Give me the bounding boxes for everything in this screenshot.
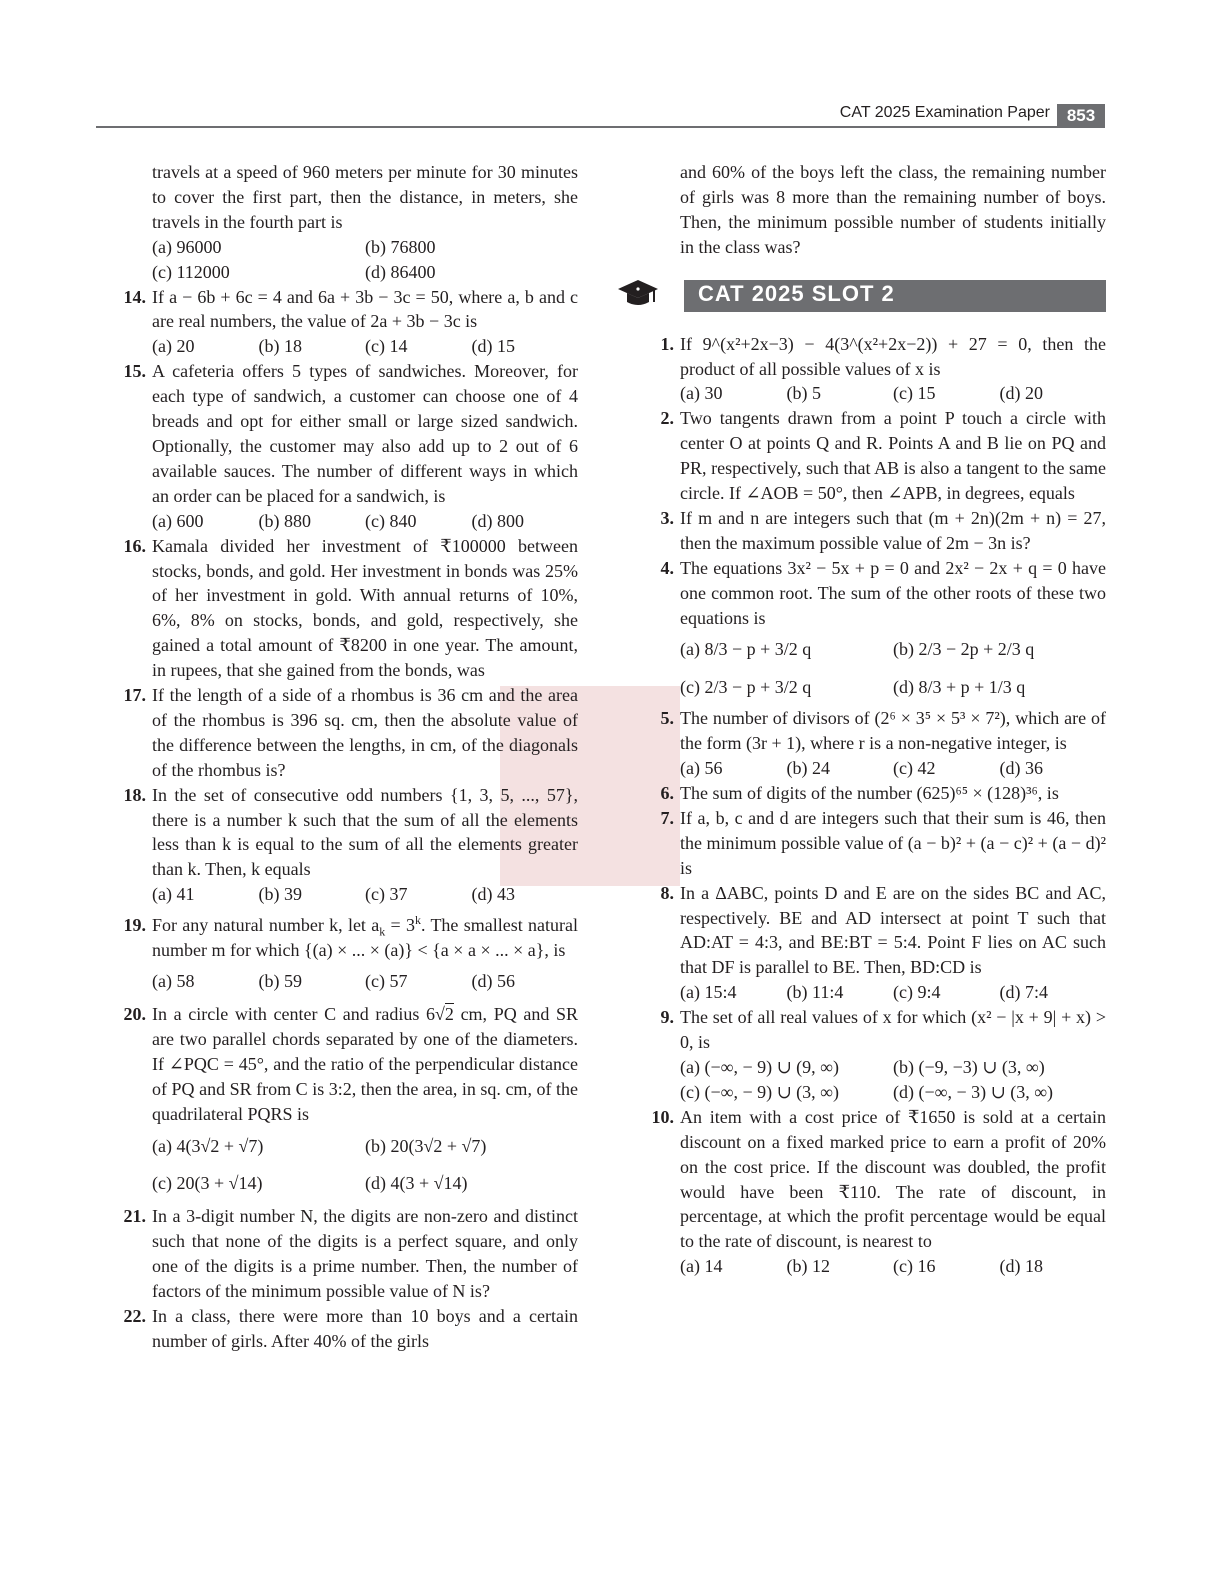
question-text: The set of all real values of x for which (x² − |x + 9| + x) > 0, is [680, 1007, 1106, 1053]
question-2 [640, 406, 1106, 506]
option: (c) 16 [893, 1256, 936, 1277]
question-5 [640, 706, 1106, 756]
question-text: A cafeteria offers 5 types of sandwiches. Moreover, for each type of sandwich, a customer can choose one of 4 breads and opt for either small or large sized sandwich. Optionally, the customer may also add up to 2 out of 6 available sauces. The number of different ways in which an order can be placed for a sandwich, is [152, 361, 578, 506]
page-number: 853 [1057, 104, 1105, 127]
option: (d) 43 [471, 884, 515, 905]
question-text: In a 3-digit number N, the digits are non-zero and distinct such that none of the digits is a perfect square, and only one of the digits is a prime number. Then, the number of factors of the minimum possible value of N is? [152, 1206, 578, 1301]
option: (a) (−∞, − 9) ∪ (9, ∞) [680, 1057, 840, 1077]
question-9 [640, 1005, 1106, 1055]
question-19 [112, 913, 578, 963]
option: (b) 11:4 [786, 982, 844, 1003]
question-text: If [152, 286, 170, 307]
option-list [112, 334, 578, 359]
option: (d) 7:4 [999, 982, 1048, 1003]
option: (b) (−9, −3) ∪ (3, ∞) [893, 1057, 1045, 1077]
option: (c) 112000 [152, 261, 230, 282]
option: (b) 12 [786, 1256, 830, 1277]
option: (a) 41 [152, 884, 195, 905]
option: (c) 57 [365, 971, 408, 991]
option: (c) 840 [365, 510, 417, 531]
option: (a) 600 [152, 510, 204, 531]
continued-question-text: travels at a speed of 960 meters per minute for 30 minutes to cover the first part, then the distance, in meters, she travels in the fourth part is [152, 162, 578, 232]
question-3 [640, 506, 1106, 556]
question-text: a − 6b + 6c = 4 and 6a + 3b − 3c = 50, where a, b and c are real numbers, the value of 2a + 3b − 3c is [152, 286, 578, 332]
option: (b) 880 [258, 510, 311, 531]
graduation-cap-icon [618, 276, 658, 310]
question-text: If a, b, c and d are integers such that their sum is 46, then the minimum possible value of (a − b)² + (a − c)² + (a − d)² is [680, 807, 1106, 878]
question-number: 17. [123, 685, 146, 706]
radicand: 2 [444, 1003, 454, 1024]
option: (d) 86400 [365, 261, 436, 282]
question-number: 16. [123, 535, 146, 556]
question-number: 18. [123, 784, 146, 805]
question-number: 5. [660, 708, 674, 729]
question-1 [640, 332, 1106, 382]
option: (d) 20 [999, 383, 1043, 404]
question-number: 9. [660, 1007, 674, 1028]
question-text: }, is [535, 940, 566, 961]
left-column [112, 160, 578, 1354]
question-10 [640, 1105, 1106, 1254]
option: (b) 24 [786, 758, 830, 779]
option-list [112, 969, 578, 994]
question-6 [640, 781, 1106, 806]
superscript: k [414, 913, 421, 928]
question-16 [112, 534, 578, 683]
section-banner [640, 274, 1106, 318]
question-number: 7. [660, 807, 674, 828]
option: (c) 37 [365, 884, 408, 905]
option-list [640, 381, 1106, 406]
question-number: 8. [660, 882, 674, 903]
option: (d) 800 [471, 510, 524, 531]
question-number: 22. [123, 1305, 146, 1326]
header-rule [96, 126, 1105, 128]
question-number: 19. [123, 915, 146, 936]
option: (a) 4(3√2 + √7) [152, 1136, 264, 1157]
question-number: 1. [660, 333, 674, 354]
option-list [640, 1055, 1106, 1105]
question-8 [640, 881, 1106, 981]
question-text: ) × ... × (a [326, 940, 399, 961]
option: (c) 14 [365, 336, 408, 357]
option-list [640, 980, 1106, 1005]
option: (a) 8/3 − p + 3/2 q [680, 638, 812, 659]
question-22 [112, 1304, 578, 1354]
option: (c) 15 [893, 383, 936, 404]
option: (d) 56 [471, 971, 515, 991]
question-text: cm, PQ and SR are two parallel chords separated by one of the diameters. If ∠PQC = 45°, and the ratio of the perpendicular distance of PQ and SR from C is 3:2, then the area, in sq. cm, of the quadrilateral PQRS is [152, 1003, 578, 1124]
question-4 [640, 556, 1106, 631]
option: (b) 5 [786, 383, 821, 404]
option: (c) 42 [893, 758, 936, 779]
question-number: 15. [123, 361, 146, 382]
question-number: 4. [660, 557, 674, 578]
question-text: Two tangents drawn from a point P touch a circle with center O at points Q and R. Points A and B lie on PQ and PR, respectively, such that AB is also a tangent to the same circle. If ∠AOB = 50°, then ∠APB, in degrees, equals [680, 408, 1106, 504]
question-text: In a class, there were more than 10 boys and a certain number of girls. After 40% of the girls [152, 1305, 578, 1351]
question-text: . The smallest natural number m for which {(a [152, 915, 578, 961]
option: (d) 8/3 + p + 1/3 q [893, 677, 1026, 698]
question-text: If 9^(x²+2x−3) − 4(3^(x²+2x−2)) + 27 = 0, then the product of all possible values of x is [680, 333, 1106, 379]
question-text: The sum of digits of the number (625)⁶⁵ × (128)³⁶, is [680, 783, 1059, 804]
option: (c) 2/3 − p + 3/2 q [680, 677, 812, 698]
option: (a) 58 [152, 971, 195, 991]
question-number: 3. [660, 507, 674, 528]
question-number: 20. [123, 1003, 146, 1024]
question-number: 14. [123, 286, 146, 307]
question-number: 2. [660, 408, 674, 429]
section-title: CAT 2025 SLOT 2 [698, 280, 895, 306]
continued-question-text: and 60% of the boys left the class, the remaining number of girls was 8 more than the remaining number of boys. Then, the minimum possible number of students initially in the class was? [680, 162, 1106, 257]
option: (c) 9:4 [893, 982, 941, 1003]
question-text: In a ΔABC, points D and E are on the sides BC and AC, respectively. BE and AD intersect at point T such that AD:AT = 4:3, and BE:BT = 5:4. Point F lies on AC such that DF is parallel to BE. Then, BD:CD is [680, 882, 1106, 978]
question-text: )} < {a [398, 940, 449, 961]
question-text: × ... × a [475, 940, 536, 961]
option: (d) 36 [999, 758, 1043, 779]
question-text: The equations 3x² − 5x + p = 0 and 2x² − 2x + q = 0 have one common root. The sum of the other roots of these two equations is [680, 557, 1106, 628]
option: (a) 20 [152, 336, 195, 357]
question-text: In a circle with center C and radius 6 [152, 1003, 436, 1024]
option: (a) 96000 [152, 236, 222, 257]
option-list [112, 882, 578, 907]
option: (d) 15 [471, 336, 515, 357]
option: (a) 56 [680, 758, 723, 779]
question-number: 21. [123, 1206, 146, 1227]
question-text: If the length of a side of a rhombus is 36 cm and the area of the rhombus is 396 sq. cm, then the absolute value of the difference between the lengths, in cm, of the diagonals of the rhombus is? [152, 685, 578, 780]
option-list [112, 1134, 578, 1196]
option: (c) (−∞, − 9) ∪ (3, ∞) [680, 1081, 840, 1102]
right-column [640, 160, 1106, 1279]
option: (a) 14 [680, 1256, 723, 1277]
question-7 [640, 806, 1106, 881]
question-14 [112, 285, 578, 335]
option: (c) 20(3 + √14) [152, 1173, 263, 1194]
option: (b) 2/3 − 2p + 2/3 q [893, 638, 1035, 659]
option-list [112, 509, 578, 534]
option-list [640, 1254, 1106, 1279]
question-15 [112, 359, 578, 508]
option: (b) 20(3√2 + √7) [365, 1136, 487, 1157]
running-header-title: CAT 2025 Examination Paper [839, 104, 1050, 121]
option: (d) (−∞, − 3) ∪ (3, ∞) [893, 1081, 1054, 1102]
question-21 [112, 1204, 578, 1304]
option: (a) 30 [680, 383, 723, 404]
option-list [112, 235, 578, 285]
option-list [640, 637, 1106, 701]
question-text: The number of divisors of (2⁶ × 3⁵ × 5³ × 7²), which are of the form (3r + 1), where r is a non-negative integer, is [680, 708, 1106, 754]
question-text: = 3 [385, 915, 415, 936]
option: (a) 15:4 [680, 982, 737, 1003]
option: (b) 59 [258, 971, 302, 991]
option: (b) 18 [258, 336, 302, 357]
question-number: 6. [660, 783, 674, 804]
option: (b) 39 [258, 884, 302, 905]
question-number: 10. [651, 1106, 674, 1127]
question-text: For any natural number k, let a [152, 915, 380, 936]
question-17 [112, 683, 578, 783]
subscript: k [379, 924, 386, 939]
option: (d) 18 [999, 1256, 1043, 1277]
option: (d) 4(3 + √14) [365, 1173, 468, 1194]
question-text: If m and n are integers such that (m + 2n)(2m + n) = 27, then the maximum possible value of 2m − 3n is? [680, 507, 1106, 553]
question-18 [112, 783, 578, 883]
question-text: Kamala divided her investment of ₹100000 between stocks, bonds, and gold. Her investment in bonds was 25% of her investment in gold. With annual returns of 10%, 6%, 8% on stocks, bonds, and gold, respectively, she gained a total amount of ₹8200 in one year. The amount, in rupees, that she gained from the bonds, was [152, 535, 578, 681]
option-list [640, 756, 1106, 781]
question-text: In the set of consecutive odd numbers {1, 3, 5, ..., 57}, there is a number k such that the sum of all the elements less than k is equal to the sum of all the elements greater than k. Then, k equals [152, 784, 578, 880]
question-text: An item with a cost price of ₹1650 is sold at a certain discount on a fixed marked price to earn a profit of 20% on the cost price. If the discount was doubled, the profit would have been ₹110. The rate of discount, in percentage, at which the profit percentage would be equal to the rate of discount, is nearest to [680, 1106, 1106, 1252]
question-20: 20. In a circle with center C and radius 6√2 cm, PQ and SR are two parallel chords separated by one of the diameters. If ∠PQC = 45°, and the ratio of the perpendicular distance of PQ and SR from C is 3:2, then the area, in sq. cm, of the quadrilateral PQRS is [112, 1002, 578, 1127]
option: (b) 76800 [365, 236, 436, 257]
question-text: × a [448, 940, 476, 961]
